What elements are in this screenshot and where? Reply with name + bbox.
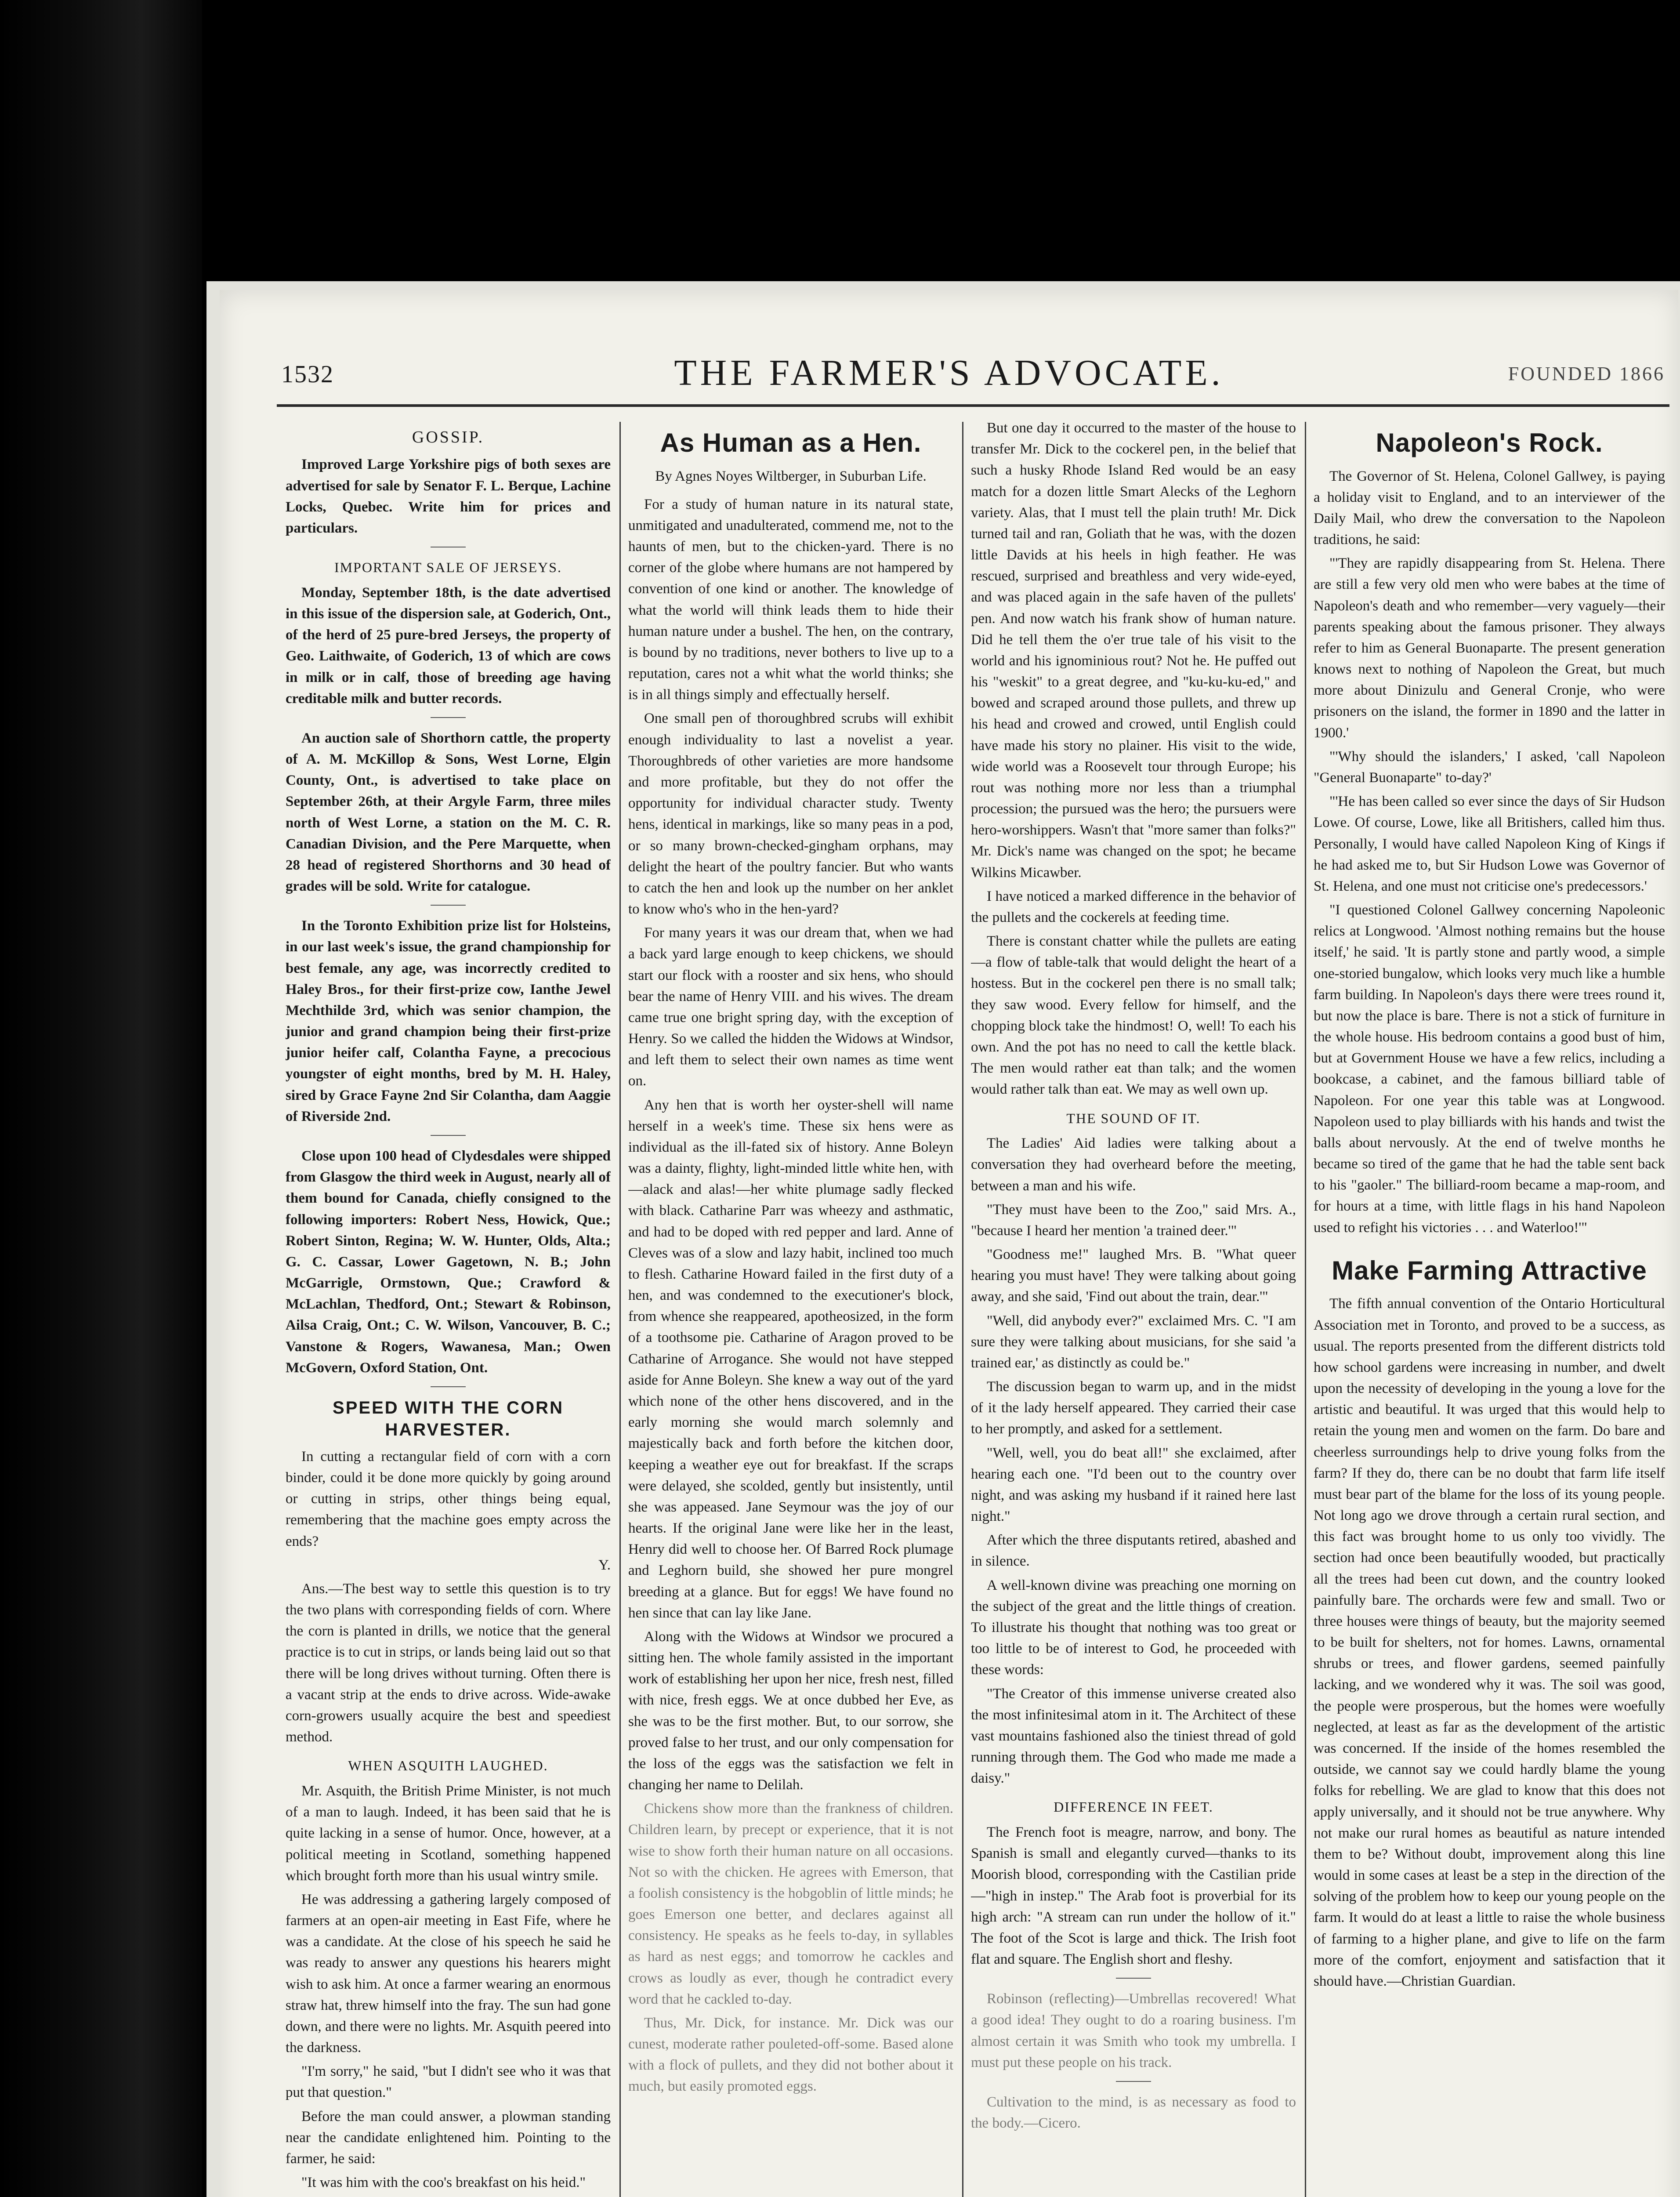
article-paragraph: "Well, did anybody ever?" exclaimed Mrs. C. "I am sure they were talking about musicians, for she said 'a trained ear,' as distinctly as could be." — [971, 1312, 1296, 1371]
article-paragraph: But one day it occurred to the master of the house to transfer Mr. Dick to the cockerel pen, in the belief that such a husky Rhode Island Red would be an easy match for a dozen little Smart Alecks of the Leghorn variety. Alas, that I must tell the plain truth! Mr. Dick turned tail and ran, Goliath that he was, with the dozen little Davids at his heels in high feather. He was rescued, surprised and breathless and very wide-eyed, and was placed again in the safe haven of the pullets' pen. And now watch his frank show of human nature. Did he tell them the o'er true tale of his visit to the world and his ignominious rout? Not he. He puffed out his "weskit" to a great degree, and "ku-ku-ku-ed," and bowed and scraped around those pullets, and threw up his head and crowed and crowed, until English could have made his story no plainer. His visit to the wide, wide world was a Roosevelt tour through Europe; his rout was nothing more nor less than a triumphal procession; the pursued was the hero; the pursuers were hero-worshippers. Wasn't that "more samer than folks?" Mr. Dick's name was changed on the spot; he became Wilkins Micawber. — [971, 420, 1296, 881]
article-paragraph: After which the three disputants retired, abashed and in silence. — [971, 1532, 1296, 1570]
article-paragraph: "'They are rapidly disappearing from St. Helena. There are still a few very old men who were babes at the time of Napoleon's death and who remember—very vaguely—their parents speaking about the famous prisoner. They always refer to him as General Buonaparte. The present generation knows next to nothing of Napoleon the Great, but much more about Dinizulu and General Cronje, who were prisoners on the island, the former in 1890 and the latter in 1900.' — [1314, 555, 1665, 741]
article-paragraph: Mr. Asquith, the British Prime Minister, is not much of a man to laugh. Indeed, it has been said that he is quite lacking in a sense of humor. Once, however, at a political meeting in Scotland, something happened which brought forth more than his usual wintry smile. — [286, 1783, 611, 1884]
article-paragraph: In cutting a rectangular field of corn with a corn binder, could it be done more quickly by going around or cutting in strips, other things being equal, remembering that the machine goes empty across the ends? — [286, 1448, 611, 1549]
page-number: 1532 — [281, 361, 334, 388]
column-rule — [619, 422, 621, 2197]
article-title-hen: As Human as a Hen. — [660, 428, 922, 457]
section-heading-sound: THE SOUND OF IT. — [1066, 1110, 1201, 1126]
separator — [1116, 1978, 1151, 1979]
article-paragraph: Chickens show more than the frankness of children. Children learn, by precept or experience, that it is not wise to show forth their human nature on all occasions. Not so with the chicken. He agrees with Emerson, that a foolish consistency is the hobgoblin of little minds; he goes Emerson one better, and declares against all consistency. He speaks as he feels to-day, in syllables as hard as nest eggs; and tomorrow he cackles and crows as loudly as ever, though he contradict every word that he cackled to-day. — [628, 1801, 953, 2007]
article-paragraph: The Ladies' Aid ladies were talking about a conversation they had overheard before the meeting, between a man and his wife. — [971, 1135, 1296, 1194]
article-paragraph: "It was him with the coo's breakfast on his heid." — [301, 2175, 586, 2191]
article-paragraph: Before the man could answer, a plowman standing near the candidate enlightened him. Pointing to the farmer, he said: — [286, 2108, 611, 2167]
article-paragraph: "I questioned Colonel Gallwey concerning Napoleonic relics at Longwood. 'Almost nothing remains but the house itself,' he said. 'It is partly stone and partly wood, a simple one-storied bungalow, which looks very much like a humble farm building. In Napoleon's days there were trees round it, but now the place is bare. There is not a stick of furniture in the whole house. His bedroom contains a good bust of him, but at Government House we have a few relics, including a bookcase, a cabinet, and the famous billiard table of Napoleon. For one year this table was at Longwood. Napoleon used to play billiards with his hands and twist the balls about nervously. At the end of twelve months he became so tired of the game that he had the table sent back to his "gaoler." The billiard-room became a map-room, and for hours at a time, with little flags in his hand Napoleon used to refight his victories . . . and Waterloo!'" — [1314, 902, 1665, 1236]
article-paragraph: Monday, September 18th, is the date advertised in this issue of the dispersion sale, at Goderich, Ont., of the herd of 25 pure-bred Jerseys, the property of Geo. Laithwaite, of Goderich, 13 of which are cows in milk or in calf, those of breeding age having creditable milk and butter records. — [286, 584, 611, 707]
article-paragraph: Improved Large Yorkshire pigs of both sexes are advertised for sale by Senator F. L. Berque, Lachine Locks, Quebec. Write him for prices and particulars. — [286, 457, 611, 536]
article-paragraph: Thus, Mr. Dick, for instance. Mr. Dick was our cunest, moderate rather pouleted-off-some. Based alone with a flock of pullets, and they did not bother about it much, but easily promoted eggs. — [628, 2015, 953, 2095]
article-paragraph: Any hen that is worth her oyster-shell will name herself in a week's time. These six hens were as individual as the ill-fated six of history. Anne Boleyn was a dainty, flighty, light-minded little white hen, with—alack and alas!—her white plumage sadly flecked with black. Catharine Parr was wheezy and asthmatic, and had to be doped with red pepper and lard. Anne of Cleves was of a slow and lazy habit, inclined too much to flesh. Catharine Howard failed in the first duty of a hen, and was condemned to the executioner's block, from whence she reappeared, apotheosized, in the form of a toothsome pie. Catharine of Aragon proved to be Catharine of Arrogance. She would not have stepped aside for Anne Boleyn. She knew a way out of the yard which none of the other hens discovered, and in the early morning she would march solemnly and majestically back and forth before the kitchen door, keeping a weather eye out for breakfast. If the scraps were delayed, she scolded, gently but insistently, until she was appeased. Jane Seymour was the joy of our hearts. If the original Jane were like her in the least, Henry did well to choose her. Of Barred Rock plumage and Leghorn build, she showed her pure mongrel breeding at a glance. But for eggs! We have found no hen since that can lay like Jane. — [628, 1097, 953, 1621]
article-paragraph: An auction sale of Shorthorn cattle, the property of A. M. McKillop & Sons, West Lorne, Elgin County, Ont., is advertised to take place on September 26th, at their Argyle Farm, three miles north of West Lorne, a station on the M. C. R. Canadian Division, and the Pere Marquette, when 28 head of registered Shorthorns and 30 head of grades will be sold. Write for catalogue. — [286, 730, 611, 895]
article-paragraph: Ans.—The best way to settle this question is to try the two plans with corresponding fields of corn. Where the corn is planted in drills, we notice that the general practice is to cut in strips, or lands being laid out so that there will be long drives without turning. Often there is a vacant strip at the ends to drive across. Wide-awake corn-growers usually acquire the best and speediest method. — [286, 1581, 611, 1745]
article-paragraph: "The Creator of this immense universe created also the most infinitesimal atom in it. The Architect of these vast mountains fashioned also the tiniest thread of gold running through them. The God who made me made a daisy." — [971, 1686, 1296, 1787]
article-paragraph: For many years it was our dream that, when we had a back yard large enough to keep chickens, we should start our flock with a rooster and six hens, who should bear the name of Henry VIII. and his wives. The dream came true one bright spring day, with the exception of Henry. So we called the hidden the Widows at Windsor, and left them to select their own names as time went on. — [628, 925, 953, 1089]
article-title-make-farming-attractive: Make Farming Attractive — [1332, 1255, 1647, 1285]
article-paragraph: There is constant chatter while the pullets are eating—a flow of table-talk that would delight the heart of a hostess. But in the cockerel pen there is no small talk; they saw wood. Every fellow for himself, and the chopping block take the hindmost! O, well! To each his own. And the pot has no need to call the kettle black. The men would rather eat than talk; and the women would rather talk than eat. We may as well own up. — [971, 933, 1296, 1098]
article-paragraph: In the Toronto Exhibition prize list for Holsteins, in our last week's issue, the grand championship for best female, any age, was incorrectly credited to Haley Bros., for their first-prize cow, Ianthe Jewel Mechthilde 3rd, which was senior champion, the junior and grand champion being their first-prize junior heifer calf, Colantha Fayne, a precocious youngster of eight months, bred by M. H. Haley, sired by Grace Fayne 2nd Sir Colantha, dam Aaggie of Riverside 2nd. — [286, 918, 611, 1124]
article-paragraph: The fifth annual convention of the Ontario Horticultural Association met in Toronto, and proved to be a success, as usual. The reports presented from the different districts told how school gardens were increasing in number, and dwelt upon the necessity of developing in the young a love for the artistic and beautiful. It was urged that this would help to retain the young men and women on the farm. Do bare and cheerless surroundings help to drive young folks from the farm? If they do, there can be no doubt that farm life itself must bear part of the blame for the loss of its young people. Not long ago we drove through a certain rural section, and this fact was brought home to us only too vividly. The section had once been beautifully wooded, but practically all the trees had been cut down, and the country looked painfully bare. The orchards were few and small. Two or three houses were things of beauty, but the majority seemed to be built for shelters, not for homes. Lawns, ornamental shrubs or trees, and flower gardens, seemed painfully lacking, and we wondered why it was. The soil was good, the people were prosperous, but the homes were woefully neglected, at least as far as the development of the artistic was concerned. If the inside of the homes resembled the outside, we cannot say we could hardly blame the young folks for rebelling. We are glad to know that this does not apply universally, and it should not be true anywhere. Why not make our rural homes as beautiful as nature intended them to be? Without doubt, improvement along this line would in some cases at least be a step in the direction of the solving of the problem how to keep our young people on the farm. It would do at least a little to raise the whole business of farming to a higher plane, and give to life on the farm more of the comfort, enjoyment and satisfaction that it should have.—Christian Guardian. — [1314, 1296, 1665, 1989]
article-paragraph: "'Why should the islanders,' I asked, 'call Napoleon "General Buonaparte" to-day?' — [1314, 748, 1665, 786]
separator — [431, 905, 466, 906]
article-paragraph: Close upon 100 head of Clydesdales were shipped from Glasgow the third week in August, nearly all of them bound for Canada, chiefly consigned to the following importers: Robert Ness, Howick, Que.; Robert Sinton, Regina; W. W. Hunter, Olds, Alta.; G. C. Cassar, Lower Gagetown, N. B.; John McGarrigle, Ormstown, Que.; Crawford & McLachlan, Thedford, Ont.; Stewart & Robinson, Ailsa Craig, Ont.; C. W. Wilson, Vancouver, B. C.; Vanstone & Rogers, Wawanesa, Man.; Owen McGovern, Oxford Station, Ont. — [286, 1148, 611, 1376]
article-title-napoleon: Napoleon's Rock. — [1376, 428, 1603, 457]
section-heading-feet: DIFFERENCE IN FEET. — [1054, 1799, 1213, 1815]
column-rule — [962, 422, 963, 2197]
article-paragraph: For a study of human nature in its natural state, unmitigated and unadulterated, commend me, not to the haunts of men, but to the chicken-yard. There is no corner of the globe where humans are not hampered by convention of one kind or another. The knowledge of what the world will think leads them to hide their human nature under a bushel. The hen, on the contrary, is bound by no traditions, never bothers to live up to a reputation, cares not a whit what the world thinks; she is in all things simply and effectually herself. — [628, 496, 953, 703]
article-paragraph: He was addressing a gathering largely composed of farmers at an open-air meeting in East Fife, where he was a candidate. At the close of his speech he said he was ready to answer any questions his hearers might wish to ask him. At once a farmer wearing an enormous straw hat, threw himself into the fray. The sun had gone down, and there were no lights. Mr. Asquith peered into the darkness. — [286, 1891, 611, 2056]
column-rule — [1305, 422, 1306, 2197]
article-paragraph: "'He has been called so ever since the days of Sir Hudson Lowe. Of course, Lowe, like all Britishers, called him thus. Personally, I would have called Napoleon King of Kings if he had asked me to, but Sir Hudson Lowe was Governor of St. Helena, and one must not criticise one's predecessors.' — [1314, 794, 1665, 894]
article-paragraph: Along with the Widows at Windsor we procured a sitting hen. The whole family assisted in the important work of establishing her upon her nice, fresh nest, filled with nice, fresh eggs. We at once dubbed her Eve, as she was to be the first mother. But, to our sorrow, she proved false to her trust, and our only compensation for the loss of the eggs was the satisfaction we felt in changing her name to Delilah. — [628, 1628, 953, 1793]
masthead-title: THE FARMER'S ADVOCATE. — [674, 352, 1224, 393]
column-napoleon — [1314, 417, 1665, 2197]
article-paragraph: "I'm sorry," he said, "but I didn't see who it was that put that question." — [286, 2063, 611, 2101]
article-paragraph: "Goodness me!" laughed Mrs. B. "What queer hearing you must have! They were talking about going away, and she said, 'Find out about the train, dear.'" — [971, 1247, 1296, 1305]
column-hen-continued — [971, 417, 1296, 2197]
section-heading-asquith: WHEN ASQUITH LAUGHED. — [348, 1758, 548, 1774]
newspaper-page — [220, 290, 1678, 2197]
separator — [1116, 2081, 1151, 2082]
separator — [431, 1135, 466, 1136]
column-as-human-as-a-hen — [628, 417, 953, 2197]
column-gossip — [286, 417, 611, 2197]
separator — [431, 717, 466, 718]
separator — [431, 1386, 466, 1387]
article-paragraph: Robinson (reflecting)—Umbrellas recovered! What a good idea! They ought to do a roaring business. I'm almost certain it was Smith who took my umbrella. I must put these people on his track. — [971, 1991, 1296, 2070]
header-rule — [277, 404, 1669, 407]
article-paragraph: "They must have been to the Zoo," said Mrs. A., "because I heard her mention 'a trained deer.'" — [971, 1201, 1296, 1239]
article-paragraph: One small pen of thoroughbred scrubs will exhibit enough individuality to last a novelist a year. Thoroughbreds of other varieties are more handsome and more profitable, but they do not offer the opportunity for individual character study. Twenty hens, identical in markings, like so many peas in a pod, or so many brown-checked-gingham orphans, may delight the heart of the poultry fancier. But who wants to catch the hen and look up the number on her anklet to know who's who in the hen-yard? — [628, 711, 953, 917]
article-paragraph: "Well, well, you do beat all!" she exclaimed, after hearing each one. "I'd been out to the country over night, and was asking my husband if it rained here last night." — [971, 1445, 1296, 1525]
article-paragraph: The discussion began to warm up, and in the midst of it the lady herself appeared. They carried their case to her promptly, and asked for a settlement. — [971, 1379, 1296, 1437]
byline: By Agnes Noyes Wiltberger, in Suburban Life. — [655, 468, 927, 484]
article-paragraph: Cultivation to the mind, is as necessary as food to the body.—Cicero. — [971, 2094, 1296, 2132]
article-paragraph: A well-known divine was preaching one morning on the subject of the great and the little things of creation. To illustrate his thought that nothing was too great or too little to be of interest to God, he proceeded with these words: — [971, 1577, 1296, 1678]
article-paragraph: The French foot is meagre, narrow, and bony. The Spanish is small and elegantly curved—thanks to its Moorish blood, corresponding with the Castilian pride—"high in instep." The Arab foot is proverbial for its high arch: "A stream can run under the hollow of it." The foot of the Scot is large and thick. The Irish foot flat and square. The English short and fleshy. — [971, 1824, 1296, 1968]
section-heading-jersey-sale: IMPORTANT SALE OF JERSEYS. — [334, 559, 562, 576]
article-paragraph: I have noticed a marked difference in the behavior of the pullets and the cockerels at feeding time. — [971, 888, 1296, 925]
signature: Y. — [598, 1557, 611, 1573]
section-heading-gossip: GOSSIP. — [412, 428, 485, 446]
article-paragraph: The Governor of St. Helena, Colonel Gallwey, is paying a holiday visit to England, and to an interviewer of the Daily Mail, who drew the conversation to the Napoleon traditions, he said: — [1314, 468, 1665, 548]
book-binding-shadow — [0, 0, 202, 2197]
founded-note: FOUNDED 1866 — [1508, 363, 1665, 384]
section-heading-corn-harvester: SPEED WITH THE CORN HARVESTER. — [333, 1398, 564, 1439]
